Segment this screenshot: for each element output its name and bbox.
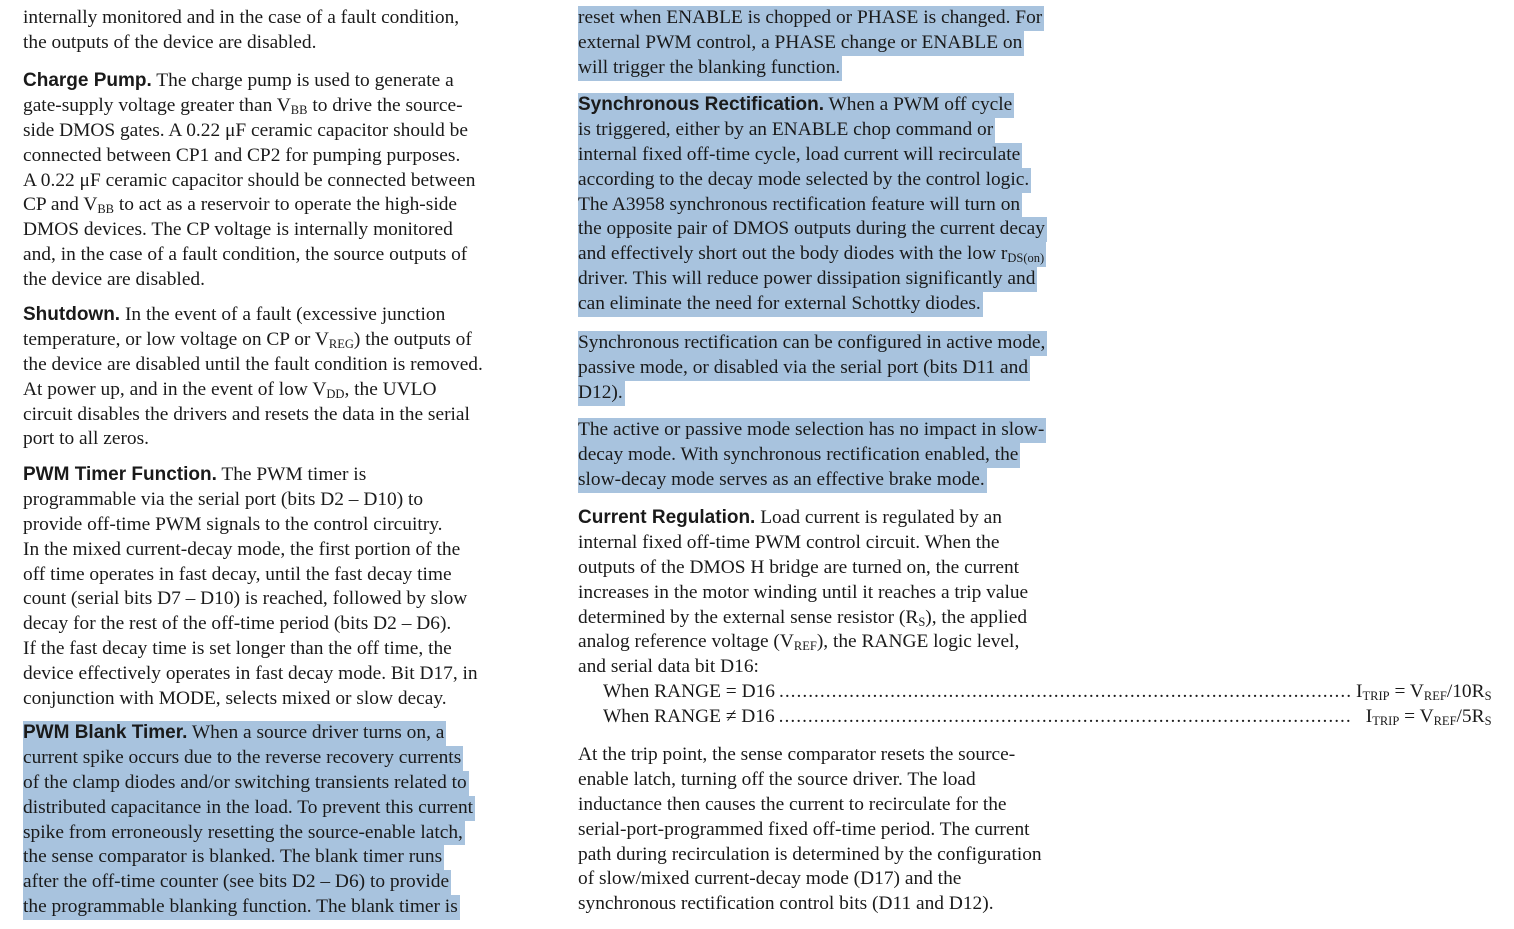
text-line: PWM Timer Function. The PWM timer is	[23, 464, 367, 485]
text-line: of slow/mixed current-decay mode (D17) and the	[578, 868, 962, 890]
text-line: inductance then causes the current to recirculate for the	[578, 793, 1007, 815]
text-line: DMOS devices. The CP voltage is internally monitored	[23, 219, 453, 241]
text-line: slow-decay mode serves as an effective brake mode.	[578, 468, 1046, 493]
text-line: according to the decay mode selected by the control logic.	[578, 168, 1047, 193]
text-line: reset when ENABLE is chopped or PHASE is changed. For	[578, 6, 1044, 31]
text-line: path during recirculation is determined by the configuration	[578, 843, 1042, 865]
text-line: is triggered, either by an ENABLE chop command or	[578, 118, 1047, 143]
text-line: device effectively operates in fast decay mode. Bit D17, in	[23, 663, 478, 685]
text-line: gate-supply voltage greater than $V_{BB}$ to drive the source-	[23, 94, 463, 117]
text-line: Synchronous rectification can be configured in active mode,	[578, 331, 1047, 356]
text-line: In the mixed current-decay mode, the first portion of the	[23, 538, 461, 560]
charge-pump-heading: Charge Pump.	[23, 70, 152, 91]
text-line: provide off-time PWM signals to the control circuitry.	[23, 513, 443, 535]
text-line: D12).	[578, 381, 1047, 406]
text-line: the opposite pair of DMOS outputs during the current decay	[578, 217, 1047, 242]
text-line: PWM Blank Timer. When a source driver turns on, a	[23, 721, 475, 746]
text-line: count (serial bits D7 – D10) is reached, followed by slow	[23, 588, 468, 610]
text-line: enable latch, turning off the source driver. The load	[578, 768, 976, 790]
text-line: Shutdown. In the event of a fault (excessive junction	[23, 304, 446, 325]
text-line: and serial data bit D16:	[578, 656, 759, 678]
trip-point-paragraph	[578, 743, 1042, 917]
text-line: internal fixed off-time PWM control circuit. When the	[578, 531, 1000, 553]
text-line: programmable via the serial port (bits D2 – D10) to	[23, 488, 424, 510]
text-line: current spike occurs due to the reverse recovery currents	[23, 746, 475, 771]
formula-expression: $I_{TRIP} = V_{REF}/5R_S$	[1365, 706, 1492, 729]
text-line: analog reference voltage $(V_{REF})$, the RANGE logic level,	[578, 631, 1020, 654]
formula-expression: $I_{TRIP} = V_{REF}/10R_S$	[1356, 681, 1492, 704]
text-line: The A3958 synchronous rectification feature will turn on	[578, 193, 1047, 218]
text-line: Charge Pump. The charge pump is used to generate a	[23, 70, 454, 91]
current-regulation-heading: Current Regulation.	[578, 507, 756, 528]
text-line: will trigger the blanking function.	[578, 56, 1044, 81]
text-line: The active or passive mode selection has no impact in slow-	[578, 418, 1046, 443]
text-line: driver. This will reduce power dissipation significantly and	[578, 267, 1047, 292]
text-line: of the clamp diodes and/or switching transients related to	[23, 771, 475, 796]
text-line: increases in the motor winding until it reaches a trip value	[578, 581, 1029, 603]
sync-rect-heading: Synchronous Rectification.	[578, 94, 824, 115]
text-line: circuit disables the drivers and resets the data in the serial	[23, 403, 470, 425]
text-line: passive mode, or disabled via the serial port (bits D11 and	[578, 356, 1047, 381]
text-line: decay for the rest of the off-time period (bits D2 – D6).	[23, 613, 452, 635]
active-passive-paragraph	[578, 418, 1046, 493]
sync-modes-paragraph	[578, 331, 1047, 406]
text-line: If the fast decay time is set longer than the off time, the	[23, 638, 452, 660]
text-line: side DMOS gates. A 0.22 μF ceramic capacitor should be	[23, 119, 468, 141]
pwm-timer-paragraph	[23, 463, 478, 712]
sync-rect-paragraph	[578, 93, 1047, 317]
shutdown-heading: Shutdown.	[23, 304, 121, 325]
intro-paragraph	[23, 6, 459, 56]
text-line: temperature, or low voltage on CP or $V_{REG}$) the outputs of	[23, 328, 472, 351]
text-line: after the off-time counter (see bits D2 – D6) to provide	[23, 870, 475, 895]
text-line: and, in the case of a fault condition, the source outputs of	[23, 244, 468, 266]
text-line: and effectively short out the body diodes with the low $r_{DS(on)}$	[578, 243, 1045, 266]
text-line: At power up, and in the event of low $V_{DD}$, the UVLO	[23, 378, 437, 401]
text-line: distributed capacitance in the load. To prevent this current	[23, 796, 475, 821]
text-line: port to all zeros.	[23, 428, 150, 450]
text-line: At the trip point, the sense comparator resets the source-	[578, 744, 1016, 765]
text-line: Current Regulation. Load current is regulated by an	[578, 507, 1002, 528]
text-line: can eliminate the need for external Schottky diodes.	[578, 292, 1047, 317]
text-line: external PWM control, a PHASE change or ENABLE on	[578, 31, 1044, 56]
text-line: off time operates in fast decay, until the fast decay time	[23, 563, 452, 585]
text-line: the programmable blanking function. The blank timer is	[23, 895, 475, 920]
text-line: the sense comparator is blanked. The blank timer runs	[23, 845, 475, 870]
text-line: connected between CP1 and CP2 for pumping purposes.	[23, 144, 461, 166]
blank-timer-continuation	[578, 6, 1044, 81]
pwm-blank-paragraph	[23, 721, 475, 920]
text-line: A 0.22 μF ceramic capacitor should be connected between	[23, 169, 476, 191]
current-regulation-paragraph	[578, 506, 1514, 730]
shutdown-paragraph	[23, 303, 483, 452]
text-line: spike from erroneously resetting the source-enable latch,	[23, 821, 475, 846]
text-line: synchronous rectification control bits (D11 and D12).	[578, 893, 994, 915]
text-line: internally monitored and in the case of a fault condition,	[23, 7, 460, 28]
text-line: the outputs of the device are disabled.	[23, 31, 317, 53]
text-line: CP and $V_{BB}$ to act as a reservoir to operate the high-side	[23, 194, 458, 217]
pwm-blank-heading: PWM Blank Timer.	[23, 722, 188, 743]
text-line: internal fixed off-time cycle, load current will recirculate	[578, 143, 1047, 168]
text-line: Synchronous Rectification. When a PWM off cycle	[578, 93, 1047, 118]
text-line: the device are disabled until the fault condition is removed.	[23, 353, 483, 375]
text-line: the device are disabled.	[23, 269, 205, 291]
text-line: decay mode. With synchronous rectification enabled, the	[578, 443, 1046, 468]
text-line: determined by the external sense resistor $(R_S)$, the applied	[578, 606, 1028, 629]
trip-formula-equal: When RANGE = D16 ..... $I_{TRIP} = V_{REF}/10R_S$	[578, 680, 1514, 705]
text-line: serial-port-programmed fixed off-time period. The current	[578, 818, 1030, 840]
trip-formula-not-equal: When RANGE ≠ D16 ..... $I_{TRIP} = V_{REF}/5R_S$	[578, 705, 1514, 730]
leader-dots	[779, 705, 1362, 730]
charge-pump-paragraph	[23, 69, 475, 293]
text-line: conjunction with MODE, selects mixed or slow decay.	[23, 688, 447, 710]
text-line: outputs of the DMOS H bridge are turned on, the current	[578, 556, 1020, 578]
leader-dots	[779, 680, 1352, 705]
pwm-timer-heading: PWM Timer Function.	[23, 464, 217, 485]
